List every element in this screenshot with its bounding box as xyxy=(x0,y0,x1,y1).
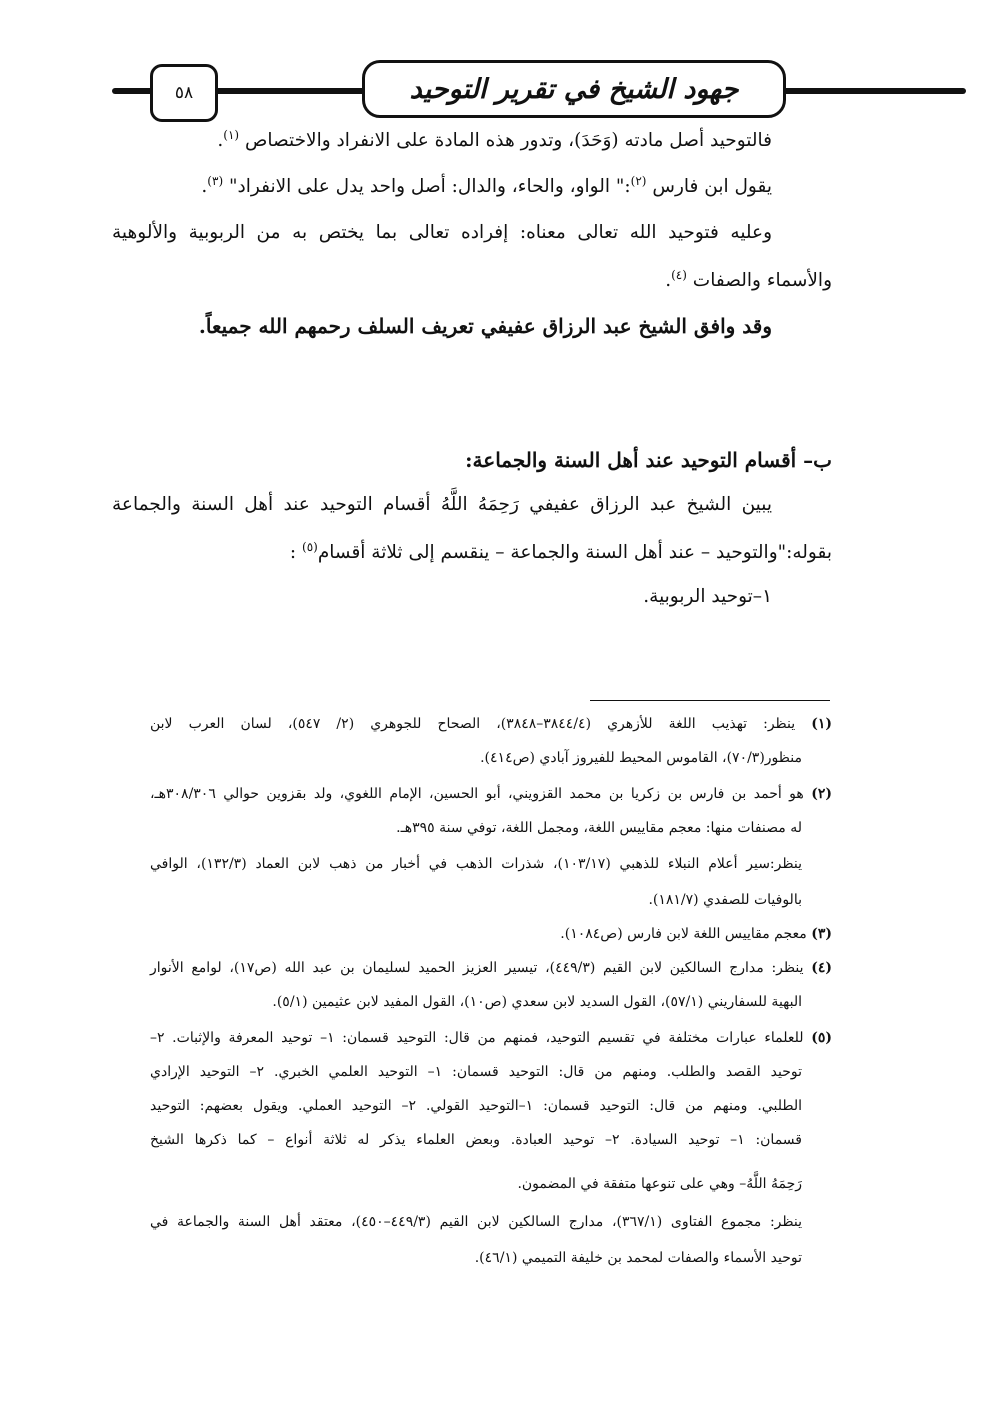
footnote-ref-5[interactable]: (٥) xyxy=(302,540,318,554)
paragraph-5-line-2: بقوله:"والتوحيد – عند أهل السنة والجماعة – ينقسم إلى ثلاثة أقسام$^{(٥)}$ : xyxy=(289,540,832,564)
paragraph-2: يقول ابن فارس $^{(٢)}$:" الواو، والحاء، والدال: أصل واحد يدل على الانفراد" $^{(٣)}$. xyxy=(201,174,772,198)
footnote-ref-1[interactable]: (١) xyxy=(223,128,240,142)
paragraph-1: فالتوحيد أصل مادته (وَحَدَ)، وتدور هذه المادة على الانفراد والاختصاص $^{(١)}$. xyxy=(217,128,772,152)
footnote-number: (١) xyxy=(811,716,832,732)
paragraph-3-line-1: وعليه فتوحيد الله تعالى معناه: إفراده تعالى بما يختص به من الربوبية والألوهية xyxy=(112,222,772,243)
paragraph-4: وقد وافق الشيخ عبد الرزاق عفيفي تعريف السلف رحمهم الله جميعاً. xyxy=(198,314,772,338)
page-number: ٥٨ xyxy=(150,64,218,122)
section-heading: ب– أقسام التوحيد عند أهل السنة والجماعة: xyxy=(465,448,832,472)
header-rule-middle xyxy=(206,88,376,94)
header-rule-right xyxy=(770,88,966,94)
running-title: جهود الشيخ في تقرير التوحيد xyxy=(362,60,786,118)
page-header xyxy=(0,58,992,118)
footnote-divider xyxy=(590,700,830,701)
paragraph-6: ١–توحيد الربوبية. xyxy=(643,586,772,607)
footnote-number: (٥) xyxy=(811,1030,833,1046)
footnote-ref-4[interactable]: (٤) xyxy=(671,268,687,282)
paragraph-3-line-2: والأسماء والصفات $^{(٤)}$. xyxy=(665,268,832,292)
paragraph-5-line-1: يبين الشيخ عبد الرزاق عفيفي رَحِمَهُ اللَّهُ أقسام التوحيد عند أهل السنة والجماعة xyxy=(112,494,772,515)
footnote-ref-2[interactable]: (٢) xyxy=(630,174,647,188)
footnote-number: (٤) xyxy=(811,960,832,976)
footnote-ref-3[interactable]: (٣) xyxy=(207,174,224,188)
footnote-number: (٢) xyxy=(811,786,832,802)
footnote-number: (٣) xyxy=(811,926,832,942)
